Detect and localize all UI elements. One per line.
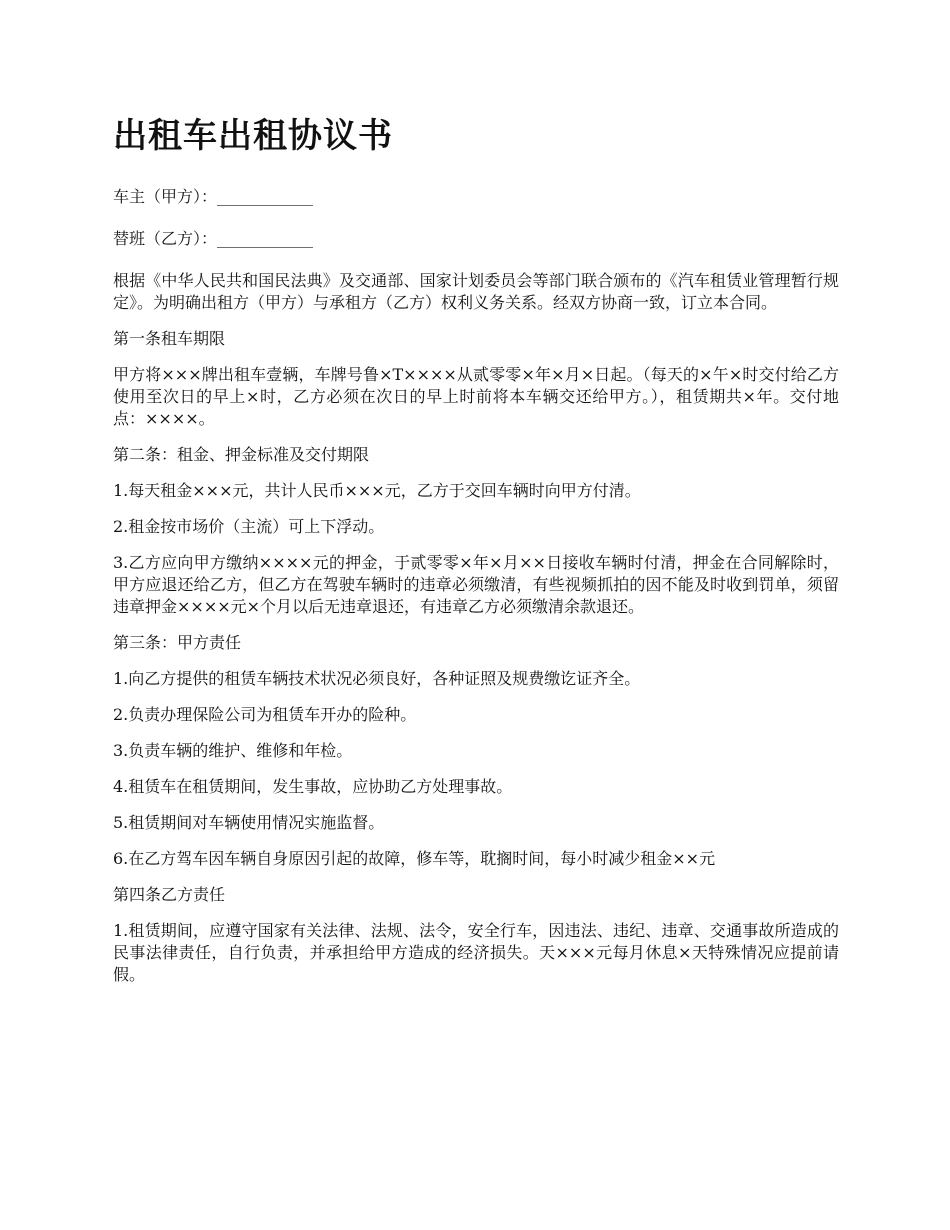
clause-2-1: 1.每天租金×××元，共计人民币×××元，乙方于交回车辆时向甲方付清。 bbox=[113, 481, 641, 500]
section-heading-1: 第一条租车期限 bbox=[113, 329, 226, 348]
section-heading-3: 第三条：甲方责任 bbox=[113, 633, 242, 652]
clause-3-3: 3.负责车辆的维护、维修和年检。 bbox=[113, 741, 353, 760]
document-title: 出租车出租协议书 bbox=[113, 116, 393, 156]
clause-4-1: 1.租赁期间，应遵守国家有关法律、法规、法令，安全行车，因违法、违纪、违章、交通事故所造成的民事法律责任，自行负责，并承担给甲方造成的经济损失。天×××元每月休息×天特殊情况应提前请假。 bbox=[113, 921, 839, 984]
clause-3-4: 4.租赁车在租赁期间，发生事故，应协助乙方处理事故。 bbox=[113, 777, 513, 796]
section-1-paragraph: 甲方将×××牌出租车壹辆，车牌号鲁×T××××从贰零零×年×月×日起。（每天的×午×时交付给乙方使用至次日的早上×时，乙方必须在次日的早上时前将本车辆交还给甲方。），租赁期共×年。交付地点：××××。 bbox=[113, 365, 839, 428]
clause-3-6: 6.在乙方驾车因车辆自身原因引起的故障，修车等，耽搁时间，每小时减少租金××元 bbox=[113, 849, 716, 868]
preamble-paragraph: 根据《中华人民共和国民法典》及交通部、国家计划委员会等部门联合颁布的《汽车租赁业管理暂行规定》。为明确出租方（甲方）与承租方（乙方）权利义务关系。经双方协商一致，订立本合同。 bbox=[113, 271, 839, 312]
party-a-line: 车主（甲方）：____________ bbox=[113, 187, 314, 206]
clause-3-2: 2.负责办理保险公司为租赁车开办的险种。 bbox=[113, 705, 417, 724]
section-heading-2: 第二条：租金、押金标准及交付期限 bbox=[113, 445, 370, 464]
party-b-line: 替班（乙方）：____________ bbox=[113, 229, 314, 248]
document-page bbox=[113, 112, 839, 1000]
clause-3-1: 1.向乙方提供的租赁车辆技术状况必须良好，各种证照及规费缴讫证齐全。 bbox=[113, 669, 641, 688]
clause-3-5: 5.租赁期间对车辆使用情况实施监督。 bbox=[113, 813, 385, 832]
clause-2-2: 2.租金按市场价（主流）可上下浮动。 bbox=[113, 517, 385, 536]
clause-2-3: 3.乙方应向甲方缴纳××××元的押金，于贰零零×年×月××日接收车辆时付清，押金在合同解除时，甲方应退还给乙方，但乙方在驾驶车辆时的违章必须缴清，有些视频抓拍的因不能及时收到罚单，须留违章押金××××元×个月以后无违章退还，有违章乙方必须缴清余款退还。 bbox=[113, 553, 839, 616]
section-heading-4: 第四条乙方责任 bbox=[113, 885, 226, 904]
